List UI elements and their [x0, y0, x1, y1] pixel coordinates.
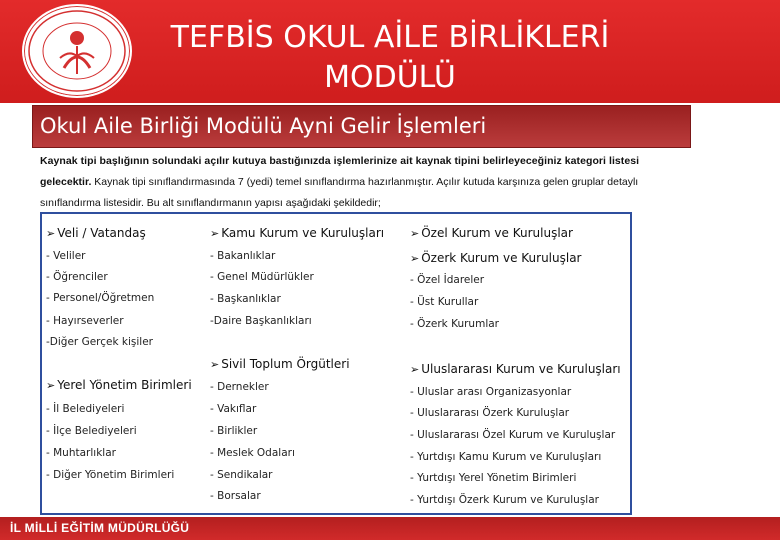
list-item: - Personel/Öğretmen — [46, 292, 155, 304]
list-item: - Özerk Kurumlar — [410, 318, 499, 330]
list-item: - Yurtdışı Yerel Yönetim Birimleri — [410, 472, 577, 484]
group-title-veli: ➢ Veli / Vatandaş — [46, 226, 146, 240]
arrow-bullet-icon: ➢ — [46, 379, 56, 392]
title-line-1: TEFBİS OKUL AİLE BİRLİKLERİ — [170, 20, 610, 55]
arrow-bullet-icon: ➢ — [210, 227, 220, 240]
ministry-logo-icon — [24, 6, 130, 96]
list-item: - Diğer Yönetim Birimleri — [46, 469, 175, 481]
group-title-sivil: ➢ Sivil Toplum Örgütleri — [210, 357, 350, 371]
description-line-3: sınıflandırma listesidir. Bu alt sınıflandırmanın yapısı aşağıdaki şekildedir; — [40, 197, 381, 209]
footer-text: İL MİLLİ EĞİTİM MÜDÜRLÜĞÜ — [10, 521, 190, 535]
group-title-ozerk: ➢ Özerk Kurum ve Kuruluşlar — [410, 251, 582, 265]
group-title-ozel: ➢ Özel Kurum ve Kuruluşlar — [410, 226, 573, 240]
page-title — [150, 18, 630, 98]
description-line-2-text: Kaynak tipi sınıflandırmasında 7 (yedi) temel sınıflandırma hazırlanmıştır. Açılır kutuda karşınıza gelen gruplar detaylı — [94, 176, 639, 188]
list-item: - Hayırseverler — [46, 315, 124, 327]
list-item: - Bakanlıklar — [210, 250, 276, 262]
list-item: - Uluslararası Özel Kurum ve Kuruluşlar — [410, 429, 616, 441]
list-item: - İl Belediyeleri — [46, 403, 125, 415]
description-line-1: Kaynak tipi başlığının solundaki açılır kutuya bastığınızda işlemlerinize ait kaynak tipini belirleyeceğiniz kategori listesi — [40, 155, 640, 167]
description-bold-word: gelecektir. — [40, 176, 92, 188]
arrow-bullet-icon: ➢ — [410, 227, 420, 240]
list-item: - Özel İdareler — [410, 274, 485, 286]
arrow-bullet-icon: ➢ — [410, 252, 420, 265]
arrow-bullet-icon: ➢ — [46, 227, 56, 240]
list-item: - Uluslararası Özerk Kuruluşlar — [410, 407, 570, 419]
list-item: -Diğer Gerçek kişiler — [46, 336, 153, 348]
title-line-2: MODÜLÜ — [324, 60, 456, 95]
list-item: - Dernekler — [210, 381, 269, 393]
list-item: - Muhtarlıklar — [46, 447, 116, 459]
list-item: - İlçe Belediyeleri — [46, 425, 137, 437]
description-line-2 — [40, 176, 638, 188]
list-item: - Vakıflar — [210, 403, 257, 415]
arrow-bullet-icon: ➢ — [410, 363, 420, 376]
section-subtitle: Okul Aile Birliği Modülü Ayni Gelir İşlemleri — [40, 114, 487, 138]
list-item: - Genel Müdürlükler — [210, 271, 314, 283]
list-item: - Öğrenciler — [46, 271, 108, 283]
group-title-ulus: ➢ Uluslararası Kurum ve Kuruluşları — [410, 362, 621, 376]
list-item: - Başkanlıklar — [210, 293, 281, 305]
ministry-logo — [22, 4, 132, 98]
group-title-yerel: ➢ Yerel Yönetim Birimleri — [46, 378, 192, 392]
list-item: - Meslek Odaları — [210, 447, 295, 459]
arrow-bullet-icon: ➢ — [210, 358, 220, 371]
list-item: - Yurtdışı Özerk Kurum ve Kuruluşlar — [410, 494, 599, 506]
list-item: - Sendikalar — [210, 469, 273, 481]
list-item: - Yurtdışı Kamu Kurum ve Kuruluşları — [410, 451, 602, 463]
list-item: - Uluslar arası Organizasyonlar — [410, 386, 572, 398]
list-item: - Borsalar — [210, 490, 261, 502]
list-item: - Birlikler — [210, 425, 258, 437]
group-title-kamu: ➢ Kamu Kurum ve Kuruluşları — [210, 226, 385, 240]
list-item: - Veliler — [46, 250, 86, 262]
list-item: - Üst Kurullar — [410, 296, 479, 308]
list-item: -Daire Başkanlıkları — [210, 315, 312, 327]
